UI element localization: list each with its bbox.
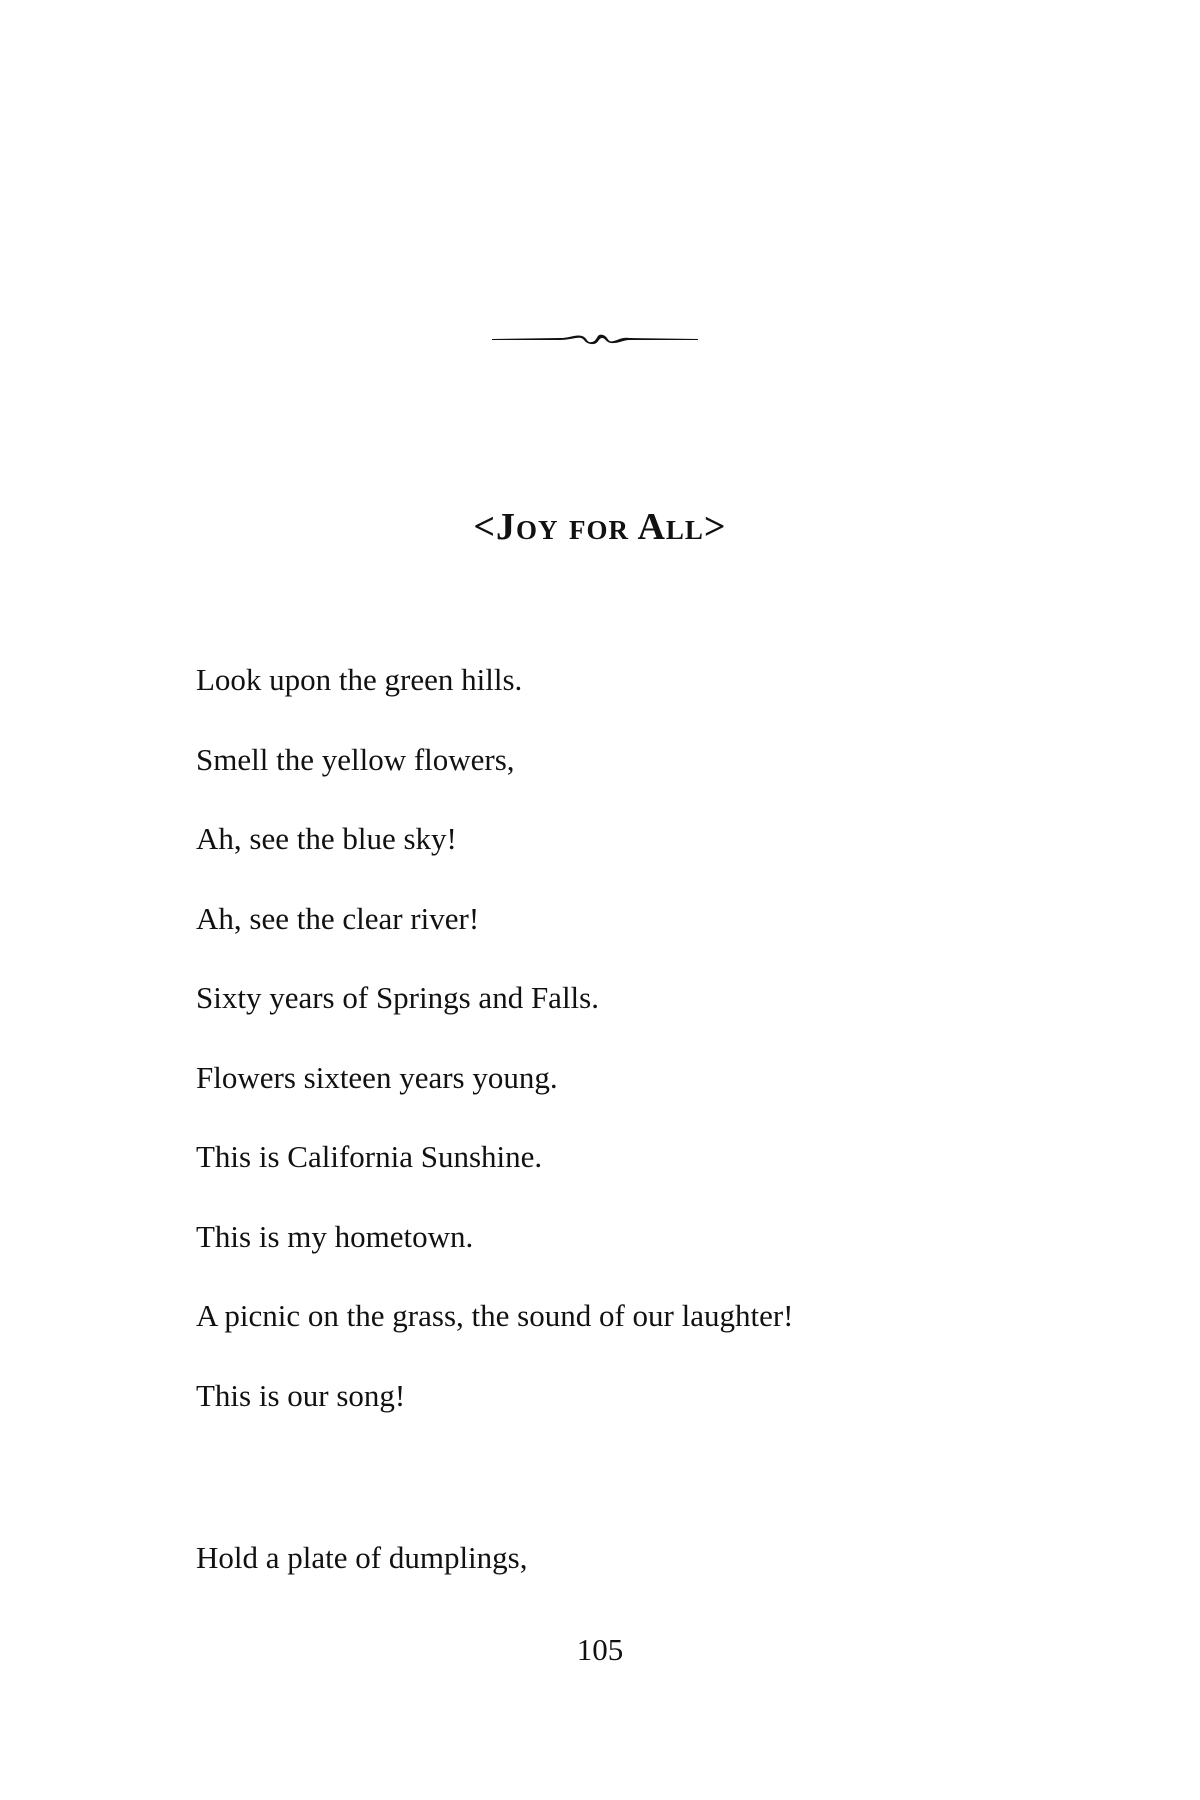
poem-stanza-1 (196, 660, 793, 1416)
poem-line: This is my hometown. (196, 1218, 474, 1254)
page-title: <Joy for All> (473, 506, 727, 548)
poem-line: This is our song! (196, 1377, 406, 1413)
poem-line: Look upon the green hills. (196, 662, 523, 697)
poem-line: Flowers sixteen years young. (196, 1059, 558, 1095)
page-number: 105 (576, 1632, 624, 1667)
poem-line: This is California Sunshine. (196, 1139, 543, 1174)
poem-line: Hold a plate of dumplings, (196, 1540, 528, 1575)
poem-line: Sixty years of Springs and Falls. (196, 980, 599, 1015)
poem-line: Ah, see the clear river! (196, 900, 480, 936)
poem-line: Smell the yellow flowers, (196, 741, 515, 777)
poem-stanza-2 (196, 1538, 527, 1578)
poem-line: Ah, see the blue sky! (196, 821, 457, 856)
poem-line: A picnic on the grass, the sound of our laughter! (196, 1298, 794, 1333)
flourish-divider-icon (490, 326, 700, 350)
